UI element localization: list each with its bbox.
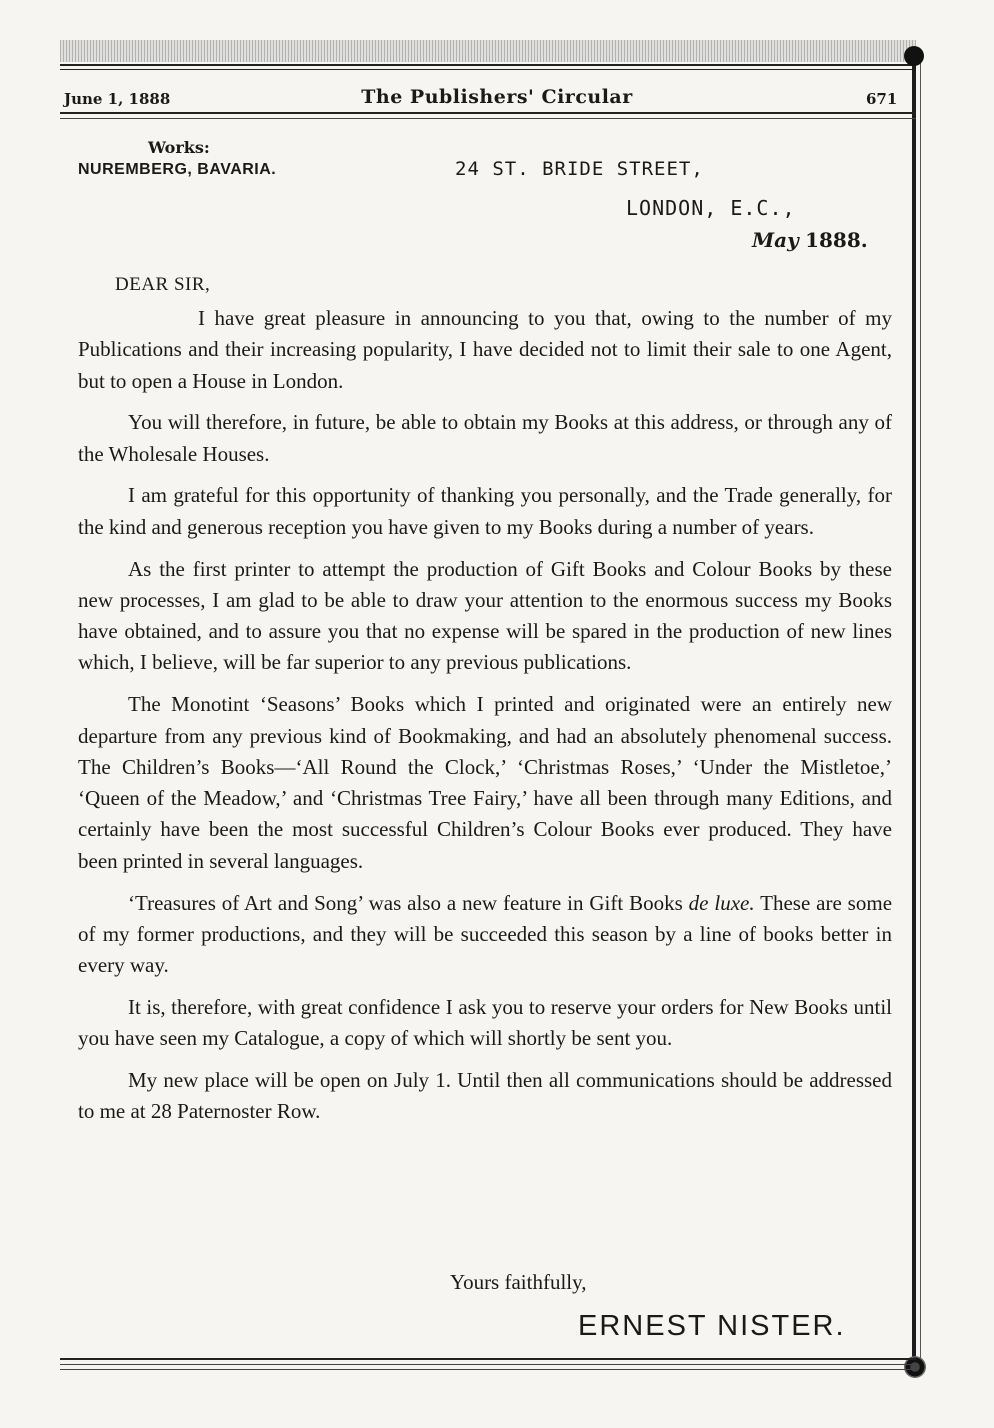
paragraph-processes: As the first printer to attempt the production of Gift Books and Colour Books by these new processes, I am glad to be able to draw your attention to the enormous success my Books have obtained, and to assure you that no expense will be spared in the production of new lines which, I believe, will be far superior to any previous publications. (78, 556, 892, 675)
bottom-rule-thin-2 (60, 1369, 916, 1370)
treasures-italic: de luxe. (688, 890, 755, 915)
top-ornament-knob (904, 46, 924, 66)
city-address: LONDON, E.C., (626, 196, 796, 220)
bottom-rule (60, 1358, 916, 1360)
paragraph-address: You will therefore, in future, be able to obtain my Books at this address, or through any of the Wholesale Houses. (78, 410, 892, 466)
paragraph-treasures (78, 888, 892, 982)
paragraph-catalogue: It is, therefore, with great confidence I ask you to reserve your orders for New Books until you have seen my Catalogue, a copy of which will shortly be sent you. (78, 994, 892, 1051)
running-head-date: June 1, 1888 (64, 90, 171, 108)
letter-body (78, 303, 892, 1138)
bottom-rule-thin (60, 1364, 916, 1365)
works-place: NUREMBERG, BAVARIA. (78, 161, 277, 178)
header-rule (60, 112, 916, 114)
right-border-rule (912, 50, 916, 1370)
closing: Yours faithfully, (450, 1270, 587, 1294)
paragraph-announcement: I have great pleasure in announcing to you that, owing to the number of my Publications and their increasing popularity, I have decided not to limit their sale to one Agent, but to open a House in London. (78, 306, 892, 393)
top-ornamental-band (60, 40, 916, 62)
treasures-end: These are some of my former productions, and they will be succeeded this season by a line of books better in every way. (78, 890, 893, 978)
salutation: DEAR SIR, (115, 274, 211, 295)
treasures-start: ‘Treasures of Art and Song’ was also a new feature in Gift Books (128, 890, 689, 915)
letter-date-month: May (752, 228, 799, 252)
letter-date (752, 228, 868, 252)
street-address: 24 ST. BRIDE STREET, (455, 158, 704, 180)
top-rule (60, 64, 916, 66)
paragraph-monotint: The Monotint ‘Seasons’ Books which I printed and originated were an entirely new departure from any previous kind of Bookmaking, and had an absolutely phenomenal success. The Children’s Books—‘All Round the Clock,’ ‘Christmas Roses,’ ‘Under the Mistletoe,’ ‘Queen of the Meadow,’ and ‘Christmas Tree Fairy,’ have all been through many Editions, and certainly have been the most successful Children’s Colour Books ever produced. They have been printed in several languages. (78, 692, 892, 873)
page-number: 671 (866, 90, 898, 108)
header-rule-thin (60, 118, 916, 119)
letter-date-year: 1888. (805, 228, 868, 252)
top-rule-thin (60, 69, 916, 70)
signature: ERNEST NISTER. (578, 1310, 846, 1342)
paragraph-opening: My new place will be open on July 1. Until then all communications should be addressed to me at 28 Paternoster Row. (78, 1068, 892, 1124)
works-label: Works: (148, 138, 210, 157)
right-border-thin-rule (920, 50, 921, 1370)
paragraph-gratitude: I am grateful for this opportunity of thanking you personally, and the Trade generally, for the kind and generous reception you have given to my Books during a number of years. (78, 483, 892, 539)
running-head-title: The Publishers' Circular (361, 86, 633, 108)
